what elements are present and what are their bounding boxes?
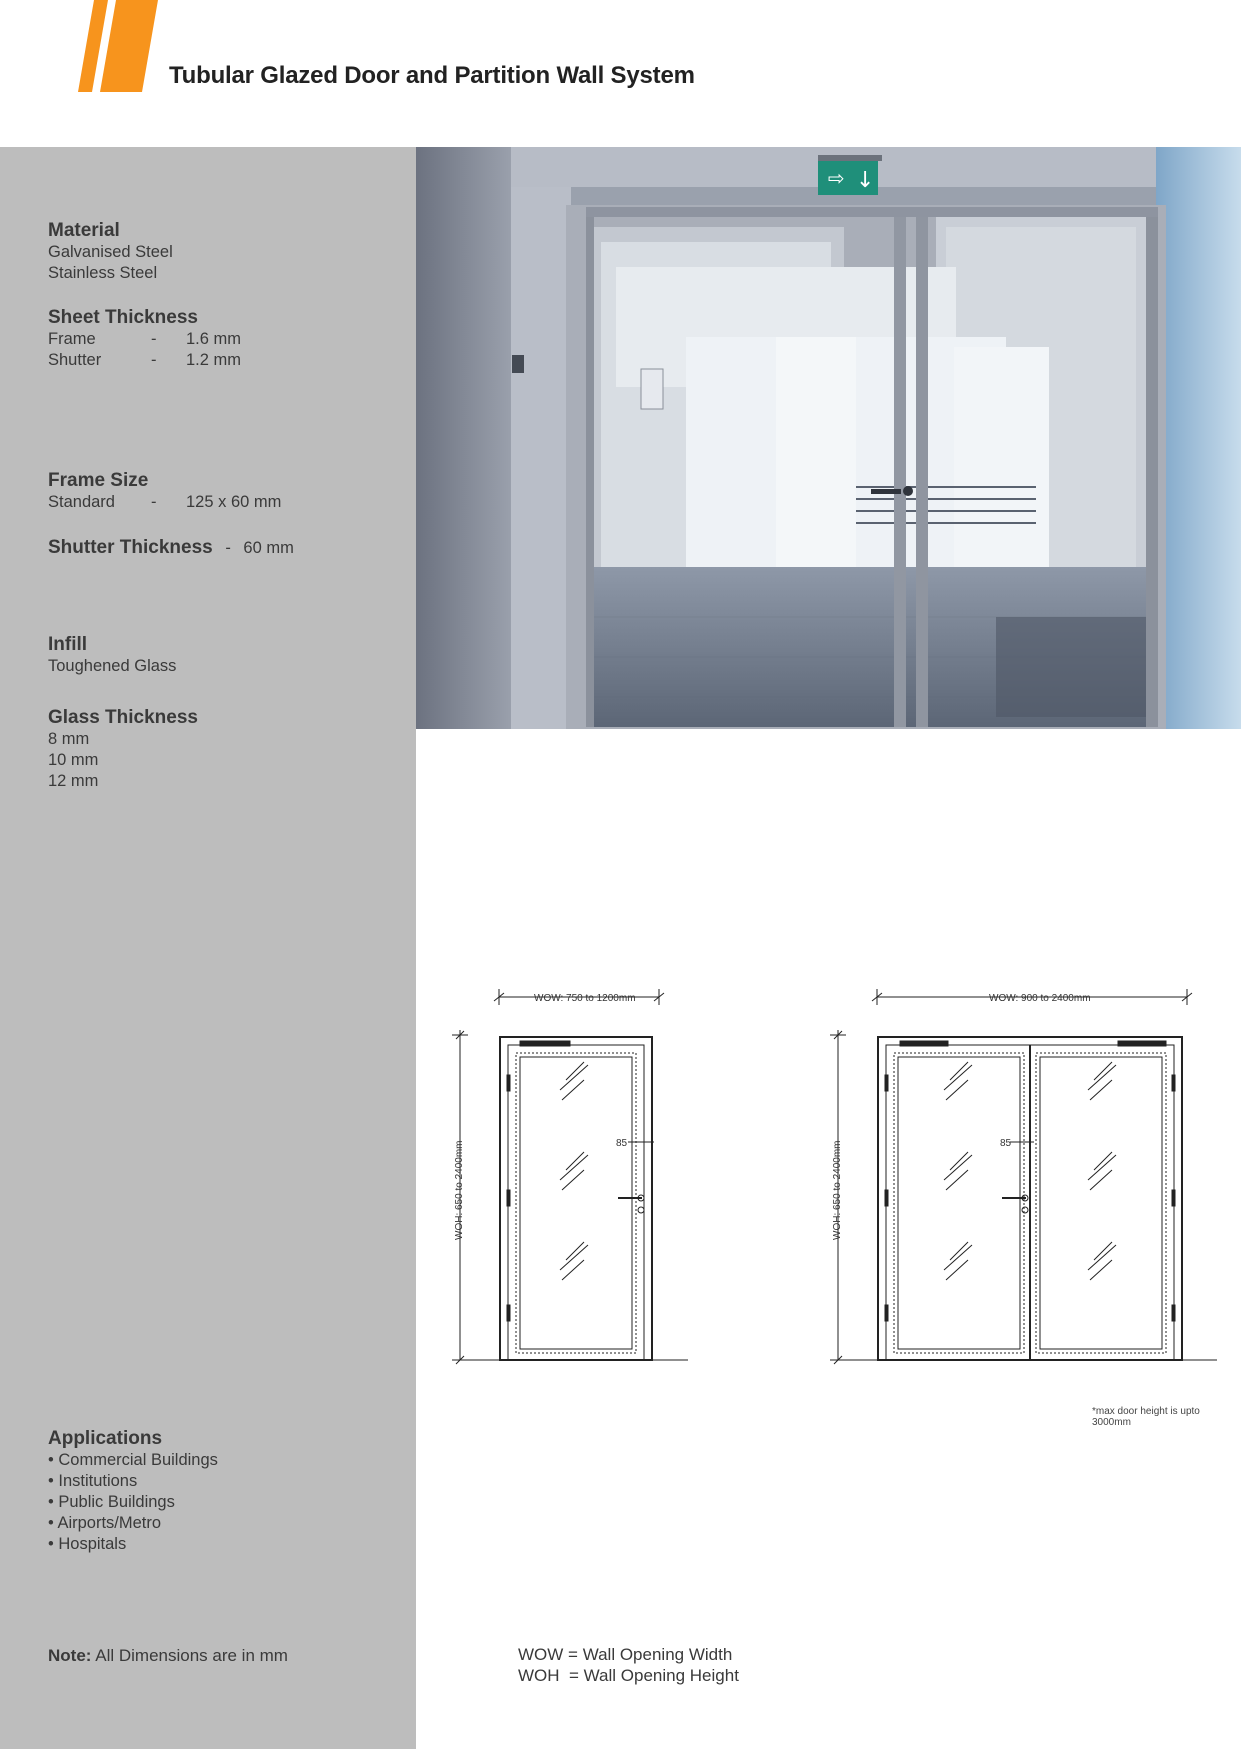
row-dash: - — [151, 351, 157, 369]
material-heading: Material — [48, 220, 120, 241]
infill-item: Toughened Glass — [48, 657, 177, 675]
note-text: All Dimensions are in mm — [91, 1646, 288, 1665]
glass-thickness-item: 8 mm — [48, 730, 90, 748]
svg-text:⇨: ⇨ — [828, 166, 845, 190]
sheet-thickness-row — [48, 350, 241, 371]
applications-heading: Applications — [48, 1428, 163, 1449]
double-woh-label: WOH: 650 to 2400mm — [832, 1140, 843, 1240]
single-wow-label: WOW: 750 to 1200mm — [534, 993, 636, 1004]
material-item: Galvanised Steel — [48, 243, 173, 261]
shutter-thickness-value: 60 mm — [243, 539, 294, 557]
applications-section — [48, 1428, 218, 1555]
dimensions-note — [48, 1646, 288, 1666]
application-item: • Institutions — [48, 1472, 138, 1490]
row-value: 1.2 mm — [186, 351, 242, 369]
application-item: • Airports/Metro — [48, 1514, 162, 1532]
svg-text:↓: ↓ — [856, 168, 875, 193]
wow-definition: WOW = Wall Opening Width — [518, 1645, 733, 1664]
infill-heading: Infill — [48, 634, 88, 655]
page-title: Tubular Glazed Door and Partition Wall System — [169, 62, 695, 89]
frame-size-section — [48, 470, 281, 513]
glass-thickness-item: 12 mm — [48, 772, 99, 790]
abbreviation-legend — [518, 1644, 739, 1686]
row-label: Standard — [48, 493, 115, 511]
frame-size-row — [48, 492, 281, 513]
frame-size-heading: Frame Size — [48, 470, 149, 491]
glass-thickness-section — [48, 707, 198, 792]
shutter-thickness-section — [48, 537, 294, 559]
single-gap-label: 85 — [616, 1138, 628, 1149]
row-value: 125 x 60 mm — [186, 493, 282, 511]
application-item: • Public Buildings — [48, 1493, 175, 1511]
sheet-thickness-section — [48, 307, 241, 371]
glass-thickness-item: 10 mm — [48, 751, 99, 769]
sheet-thickness-row — [48, 329, 241, 350]
row-dash: - — [151, 493, 157, 511]
double-door-drawing — [822, 985, 1222, 1370]
shutter-thickness-heading: Shutter Thickness — [48, 537, 213, 558]
glass-thickness-heading: Glass Thickness — [48, 707, 198, 728]
brand-logo — [78, 0, 158, 92]
row-label: Frame — [48, 330, 96, 348]
note-label: Note: — [48, 1646, 92, 1665]
application-item: • Hospitals — [48, 1535, 127, 1553]
exit-sign-icon — [818, 155, 882, 195]
application-item: • Commercial Buildings — [48, 1451, 218, 1469]
material-item: Stainless Steel — [48, 264, 158, 282]
shutter-thickness-dash: - — [225, 539, 231, 557]
material-section — [48, 220, 173, 284]
infill-section — [48, 634, 176, 677]
woh-definition: WOH = Wall Opening Height — [518, 1666, 739, 1685]
double-wow-label: WOW: 900 to 2400mm — [989, 993, 1091, 1004]
single-door-drawing — [444, 985, 694, 1370]
max-height-footnote: *max door height is upto 3000mm — [1092, 1406, 1200, 1428]
row-value: 1.6 mm — [186, 330, 242, 348]
sheet-thickness-heading: Sheet Thickness — [48, 307, 198, 328]
row-label: Shutter — [48, 351, 102, 369]
row-dash: - — [151, 330, 157, 348]
double-gap-label: 85 — [1000, 1138, 1012, 1149]
glazed-door-photo — [416, 147, 1241, 729]
single-woh-label: WOH: 650 to 2400mm — [454, 1140, 465, 1240]
